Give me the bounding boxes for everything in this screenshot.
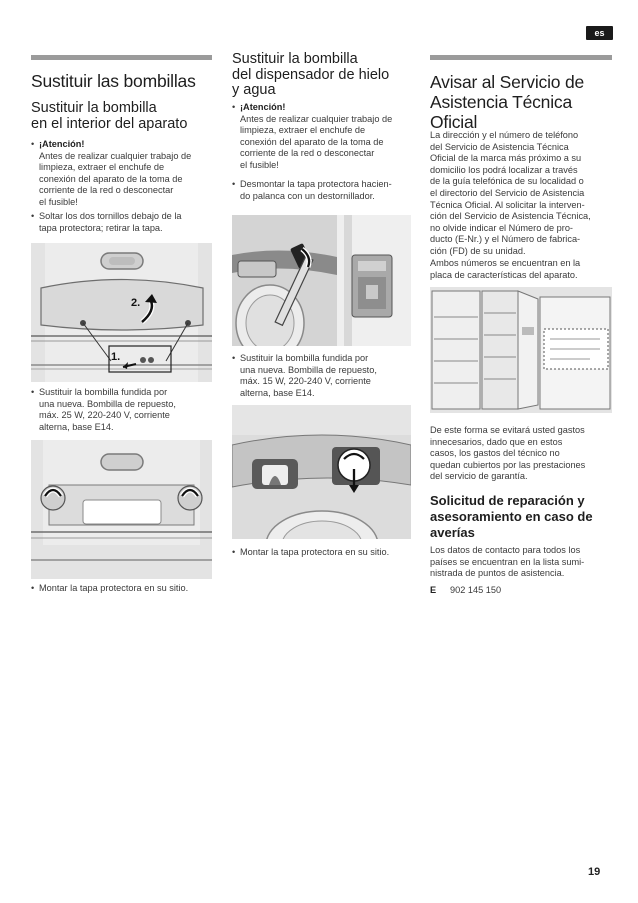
paragraph-line: no olvide indicar el Número de pro- bbox=[430, 222, 573, 233]
paragraph-line: domicilio los podrá localizar a través bbox=[430, 164, 578, 175]
step-line: máx. 15 W, 220-240 V, corriente bbox=[240, 376, 371, 387]
step-line: • Soltar los dos tornillos debajo de la bbox=[39, 211, 182, 221]
phone-number: 902 145 150 bbox=[450, 585, 502, 595]
section-rule bbox=[31, 55, 212, 60]
step-line: • Sustituir la bombilla fundida por bbox=[39, 387, 168, 397]
step-item bbox=[31, 387, 224, 433]
figure-callout: 1. bbox=[111, 351, 121, 363]
figure-callout: 2. bbox=[131, 297, 141, 309]
step-item bbox=[31, 211, 224, 234]
figure-dispenser-bulb bbox=[232, 405, 411, 539]
step-item: • Montar la tapa protectora en su sitio. bbox=[31, 583, 224, 595]
paragraph-line: La dirección y el número de teléfono bbox=[430, 130, 579, 140]
section-title-line: Sustituir la bombilla bbox=[232, 51, 358, 67]
step-line: alterna, base E14. bbox=[240, 387, 315, 398]
section-title-line: Oficial bbox=[430, 112, 478, 132]
attention-note bbox=[232, 102, 425, 172]
subsection-title bbox=[31, 100, 221, 132]
section-rule bbox=[430, 55, 612, 60]
paragraph-line: de la guía telefónica de su localidad o bbox=[430, 176, 584, 187]
section-title: Sustituir las bombillas bbox=[31, 71, 196, 91]
subsection-title-line: asesoramiento en caso de bbox=[430, 509, 593, 524]
paragraph-line: Los datos de contacto para todos los bbox=[430, 545, 581, 555]
paragraph-line: Oficial de la marca más próximo a su bbox=[430, 153, 582, 164]
attention-line: limpieza, extraer el enchufe de bbox=[39, 162, 165, 173]
paragraph-line: ción (FD) de su unidad. bbox=[430, 245, 526, 256]
step-line: • Desmontar la tapa protectora hacien- bbox=[240, 179, 392, 189]
country-code: E bbox=[430, 585, 437, 595]
step-line: tapa protectora; retirar la tapa. bbox=[39, 222, 163, 233]
attention-line: el fusible! bbox=[240, 159, 279, 170]
section-title-line: del dispensador de hielo bbox=[232, 66, 390, 83]
step-line: una nueva. Bombilla de repuesto, bbox=[39, 398, 176, 409]
figure-interior-cover bbox=[31, 243, 212, 382]
paragraph-line: casos, los gastos del técnico no bbox=[430, 448, 560, 459]
attention-line: Antes de realizar cualquier trabajo de bbox=[39, 150, 192, 161]
step-item: • Montar la tapa protectora en su sitio. bbox=[232, 547, 425, 559]
step-line: una nueva. Bombilla de repuesto, bbox=[240, 364, 377, 375]
section-title bbox=[430, 72, 620, 132]
figure-dispenser-cover bbox=[232, 215, 411, 346]
attention-line: conexión del aparato de la toma de bbox=[39, 173, 183, 184]
paragraph-line: del servicio de garantía. bbox=[430, 471, 528, 482]
language-badge: es bbox=[586, 26, 613, 40]
attention-line: conexión del aparato de la toma de bbox=[240, 136, 384, 147]
step-line: • Sustituir la bombilla fundida por bbox=[240, 353, 369, 363]
subsection-title-line: Sustituir la bombilla bbox=[31, 100, 157, 116]
attention-line: Antes de realizar cualquier trabajo de bbox=[240, 113, 393, 124]
attention-line: corriente de la red o desconectar bbox=[240, 148, 375, 159]
attention-label: • ¡Atención! bbox=[240, 102, 286, 112]
contact-line bbox=[430, 585, 615, 597]
attention-label: • ¡Atención! bbox=[39, 139, 85, 149]
step-line: do palanca con un destornillador. bbox=[240, 190, 375, 201]
subsection-title bbox=[430, 493, 620, 541]
section-title-line: Avisar al Servicio de bbox=[430, 72, 585, 92]
step-line: máx. 25 W, 220-240 V, corriente bbox=[39, 410, 170, 421]
service-paragraph bbox=[430, 258, 615, 281]
figure-interior-bulbs bbox=[31, 440, 212, 579]
attention-line: limpieza, extraer el enchufe de bbox=[240, 125, 366, 136]
paragraph-line: Técnica Oficial. Al solicitar la interven- bbox=[430, 199, 585, 210]
paragraph-line: ción del Servicio de Asistencia Técnica, bbox=[430, 211, 591, 222]
subsection-title-line: Solicitud de reparación y bbox=[430, 493, 585, 508]
paragraph-line: países se encuentran en la lista sumi- bbox=[430, 556, 585, 567]
page-number: 19 bbox=[588, 866, 601, 878]
subsection-title-line: en el interior del aparato bbox=[31, 116, 188, 132]
attention-line: el fusible! bbox=[39, 196, 78, 207]
paragraph-line: el directorio del Servicio de Asistencia bbox=[430, 187, 585, 198]
service-paragraph bbox=[430, 130, 615, 258]
step-line: alterna, base E14. bbox=[39, 421, 114, 432]
figure-rating-plate bbox=[430, 287, 612, 413]
section-title-line: Asistencia Técnica bbox=[430, 92, 572, 112]
service-paragraph bbox=[430, 545, 615, 580]
section-title-line: y agua bbox=[232, 82, 276, 98]
step-item bbox=[232, 353, 425, 399]
section-title bbox=[232, 52, 422, 99]
paragraph-line: De este forma se evitará usted gastos bbox=[430, 425, 585, 435]
paragraph-line: placa de características del aparato. bbox=[430, 269, 578, 280]
paragraph-line: Ambos números se encuentran en la bbox=[430, 258, 581, 268]
attention-note bbox=[31, 139, 224, 209]
attention-line: corriente de la red o desconectar bbox=[39, 185, 174, 196]
subsection-title-line: averías bbox=[430, 525, 475, 540]
service-paragraph bbox=[430, 425, 615, 483]
paragraph-line: quedan cubiertos por las prestaciones bbox=[430, 459, 586, 470]
paragraph-line: innecesarios, dado que en estos bbox=[430, 436, 563, 447]
step-item bbox=[232, 179, 425, 202]
paragraph-line: del Servicio de Asistencia Técnica bbox=[430, 141, 569, 152]
paragraph-line: ducto (E-Nr.) y el Número de fabrica- bbox=[430, 234, 581, 245]
paragraph-line: nistrada de puntos de asistencia. bbox=[430, 568, 565, 579]
